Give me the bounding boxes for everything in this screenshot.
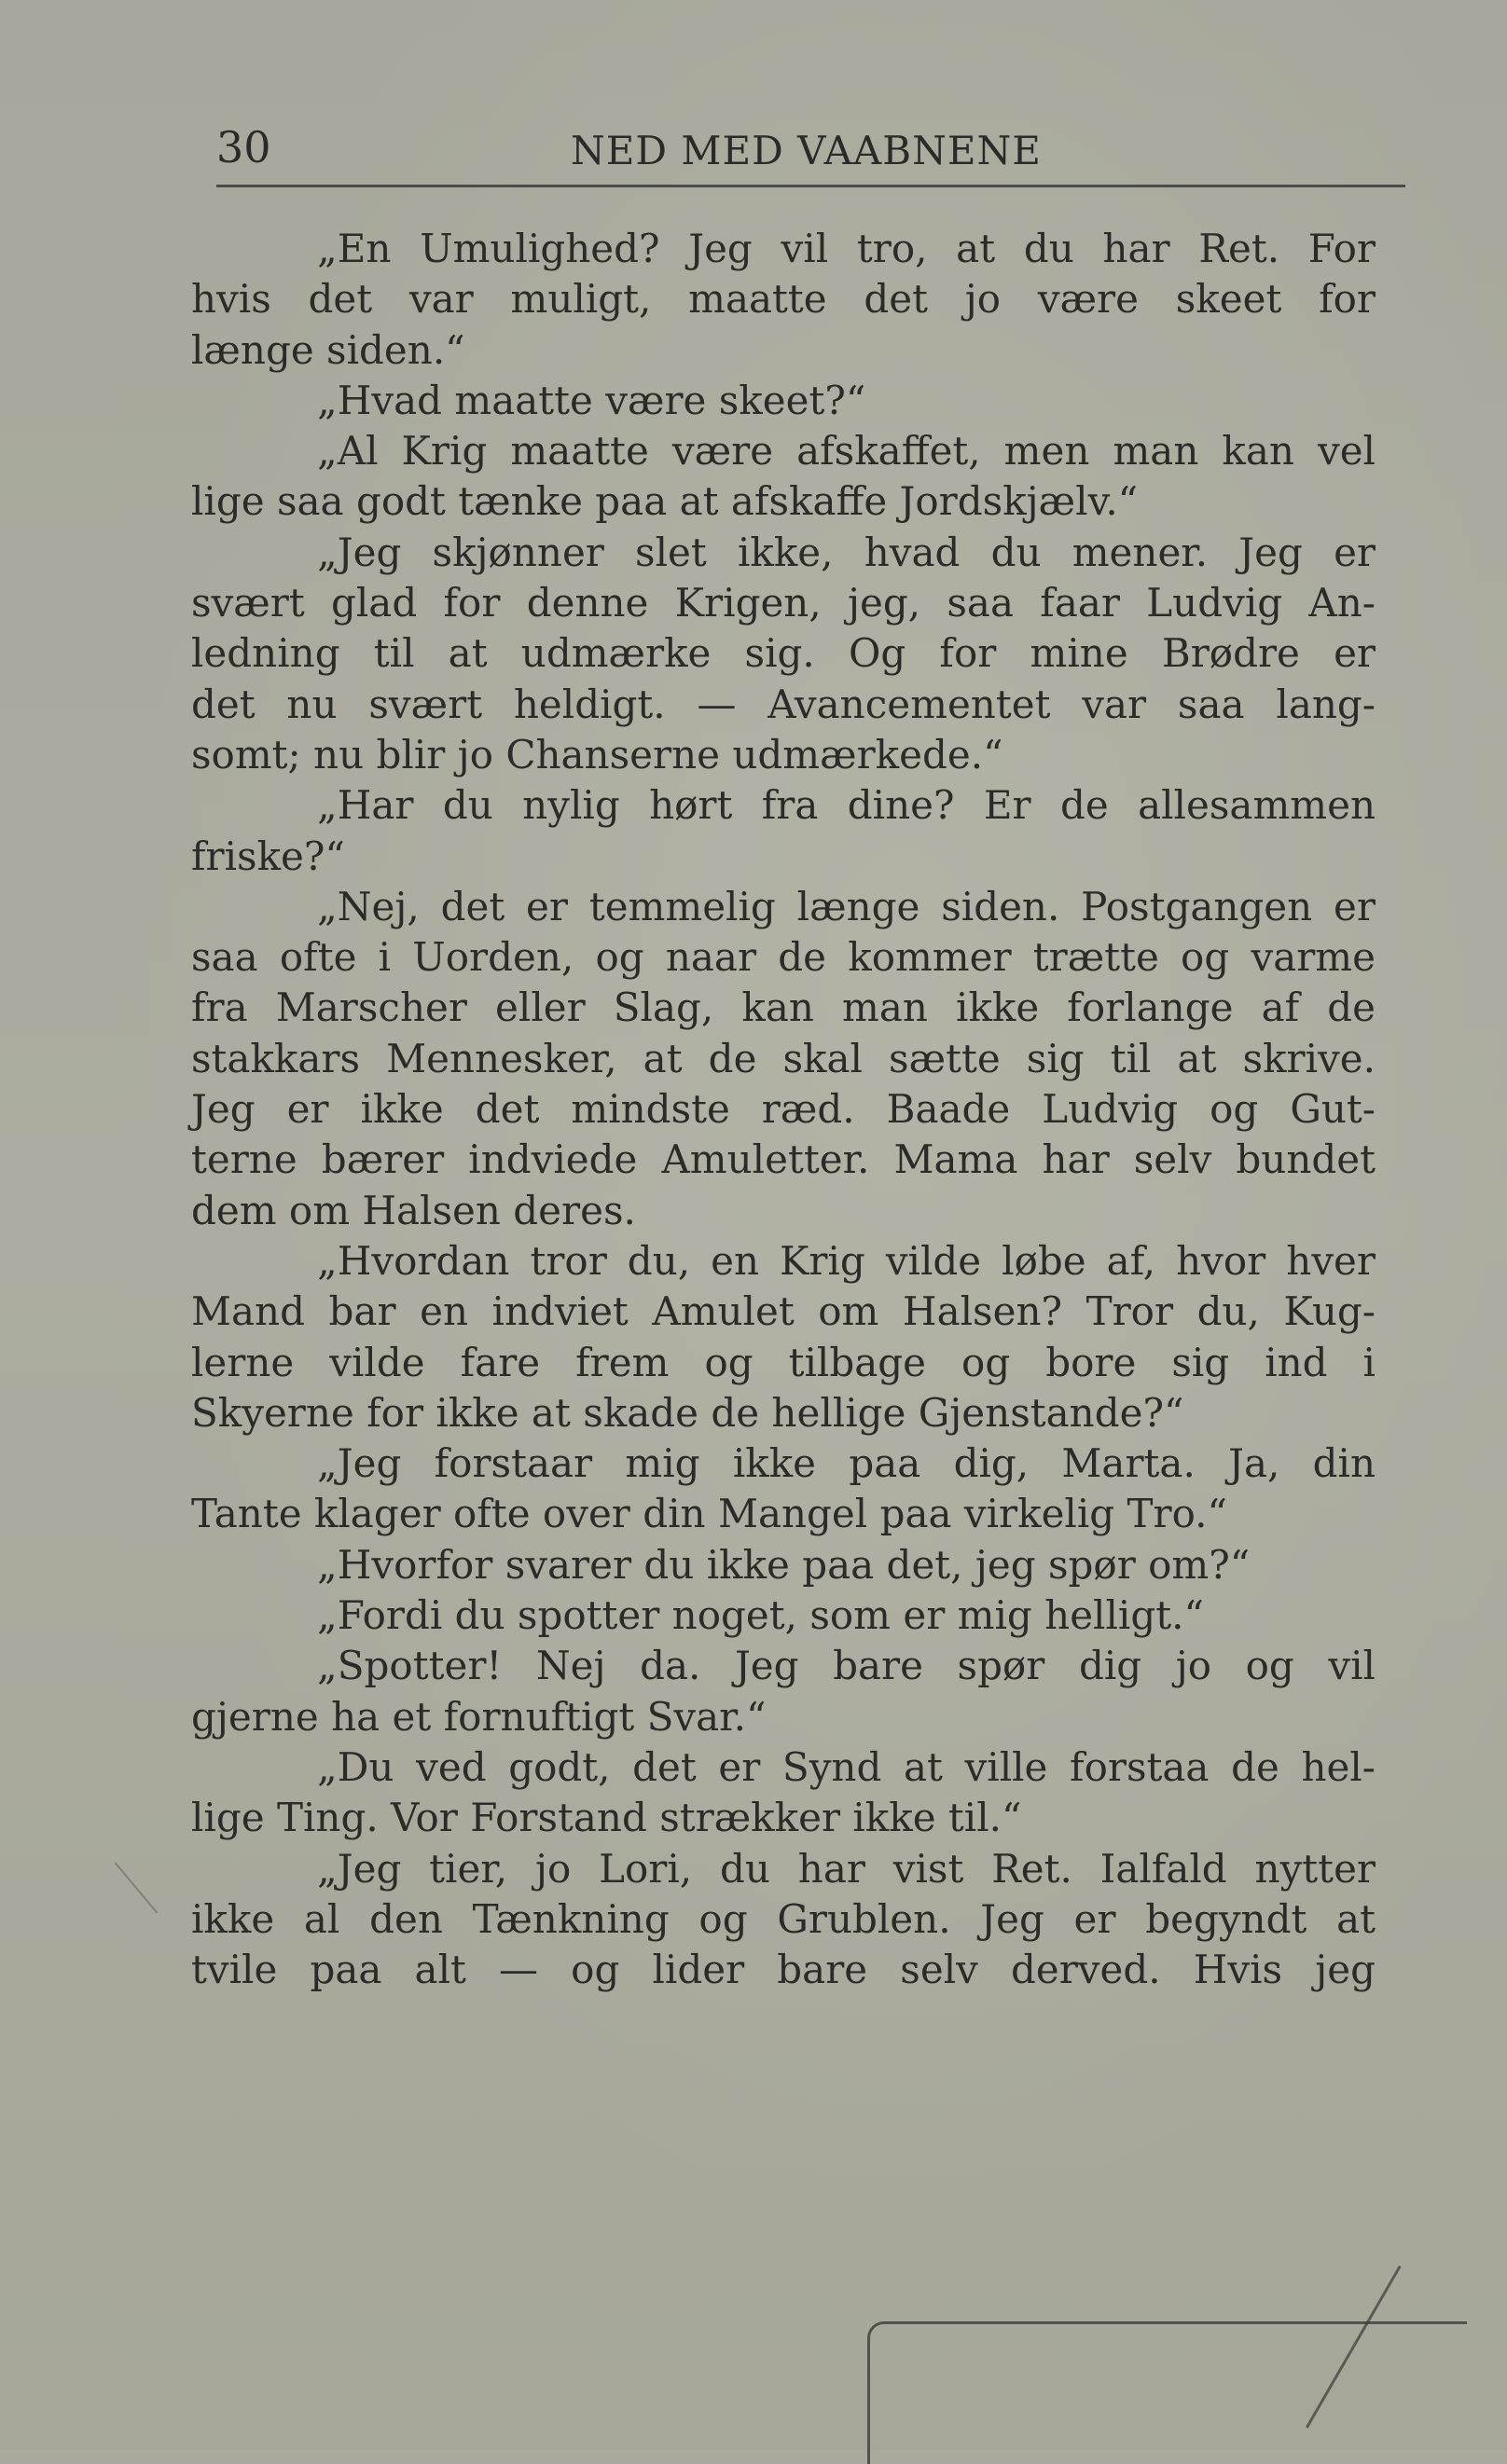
text-line: „En Umulighed? Jeg vil tro, at du har Ret. For — [317, 226, 1376, 271]
text-line: terne bærer indviede Amuletter. Mama har selv bundet — [191, 1136, 1376, 1183]
text-line: ledning til at udmærke sig. Og for mine Brødre er — [191, 630, 1376, 677]
text-line: Skyerne for ikke at skade de hellige Gjenstande?“ — [191, 1389, 1184, 1436]
text-line: lerne vilde fare frem og tilbage og bore sig ind i — [191, 1339, 1376, 1385]
page-number: 30 — [216, 122, 271, 172]
text-line: „Spotter! Nej da. Jeg bare spør dig jo og vil — [317, 1643, 1376, 1689]
text-line: ikke al den Tænkning og Grublen. Jeg er begyndt at — [191, 1895, 1376, 1942]
text-line: gjerne ha et fornuftigt Svar.“ — [191, 1693, 767, 1740]
text-line: „Fordi du spotter noget, som er mig helligt.“ — [317, 1592, 1204, 1639]
text-line: „Al Krig maatte være afskaffet, men man kan vel — [317, 428, 1376, 475]
text-line: „Nej, det er temmelig længe siden. Postgangen er — [317, 883, 1376, 929]
text-line: Jeg er ikke det mindste ræd. Baade Ludvig og Gut- — [191, 1086, 1376, 1133]
text-line: tvile paa alt — og lider bare selv derved. Hvis jeg — [191, 1947, 1376, 1993]
text-line: svært glad for denne Krigen, jeg, saa faar Ludvig An- — [191, 580, 1376, 626]
running-title: NED MED VAABNENE — [571, 128, 1042, 173]
text-line: „Hvordan tror du, en Krig vilde løbe af, hvor hver — [317, 1237, 1376, 1284]
text-line: det nu svært heldigt. — Avancementet var saa lang- — [191, 681, 1376, 727]
text-line: lige Ting. Vor Forstand strækker ikke til.“ — [191, 1795, 1022, 1841]
text-line: „Jeg forstaar mig ikke paa dig, Marta. Ja, din — [317, 1440, 1376, 1487]
text-line: fra Marscher eller Slag, kan man ikke forlange af de — [191, 984, 1376, 1031]
text-line: hvis det var muligt, maatte det jo være skeet for — [191, 276, 1376, 323]
text-line: „Jeg skjønner slet ikke, hvad du mener. Jeg er — [317, 529, 1376, 575]
text-line: „Jeg tier, jo Lori, du har vist Ret. Ialfald nytter — [317, 1845, 1376, 1892]
text-line: Tante klager ofte over din Mangel paa virkelig Tro.“ — [191, 1491, 1227, 1537]
text-line: lige saa godt tænke paa at afskaffe Jordskjælv.“ — [191, 478, 1139, 525]
text-line: Mand bar en indviet Amulet om Halsen? Tror du, Kug- — [191, 1288, 1376, 1335]
text-line: „Hvad maatte være skeet?“ — [317, 377, 866, 423]
page-header — [216, 119, 1401, 175]
header-rule — [216, 185, 1405, 187]
text-line: somt; nu blir jo Chanserne udmærkede.“ — [191, 731, 1003, 778]
text-line: længe siden.“ — [191, 326, 465, 373]
text-line: saa ofte i Uorden, og naar de kommer trætte og varme — [191, 934, 1376, 981]
paper-mark — [115, 1863, 159, 1914]
text-line: friske?“ — [191, 833, 345, 879]
text-line: stakkars Mennesker, at de skal sætte sig til at skrive. — [191, 1035, 1376, 1081]
body-text — [191, 224, 1376, 1995]
text-line: „Du ved godt, det er Synd at ville forstaa de hel- — [317, 1743, 1376, 1790]
text-line: „Hvorfor svarer du ikke paa det, jeg spør om?“ — [317, 1541, 1251, 1588]
text-line: dem om Halsen deres. — [191, 1187, 636, 1233]
text-line: „Har du nylig hørt fra dine? Er de allesammen — [317, 782, 1376, 829]
stamp-frame — [867, 2321, 1467, 2464]
